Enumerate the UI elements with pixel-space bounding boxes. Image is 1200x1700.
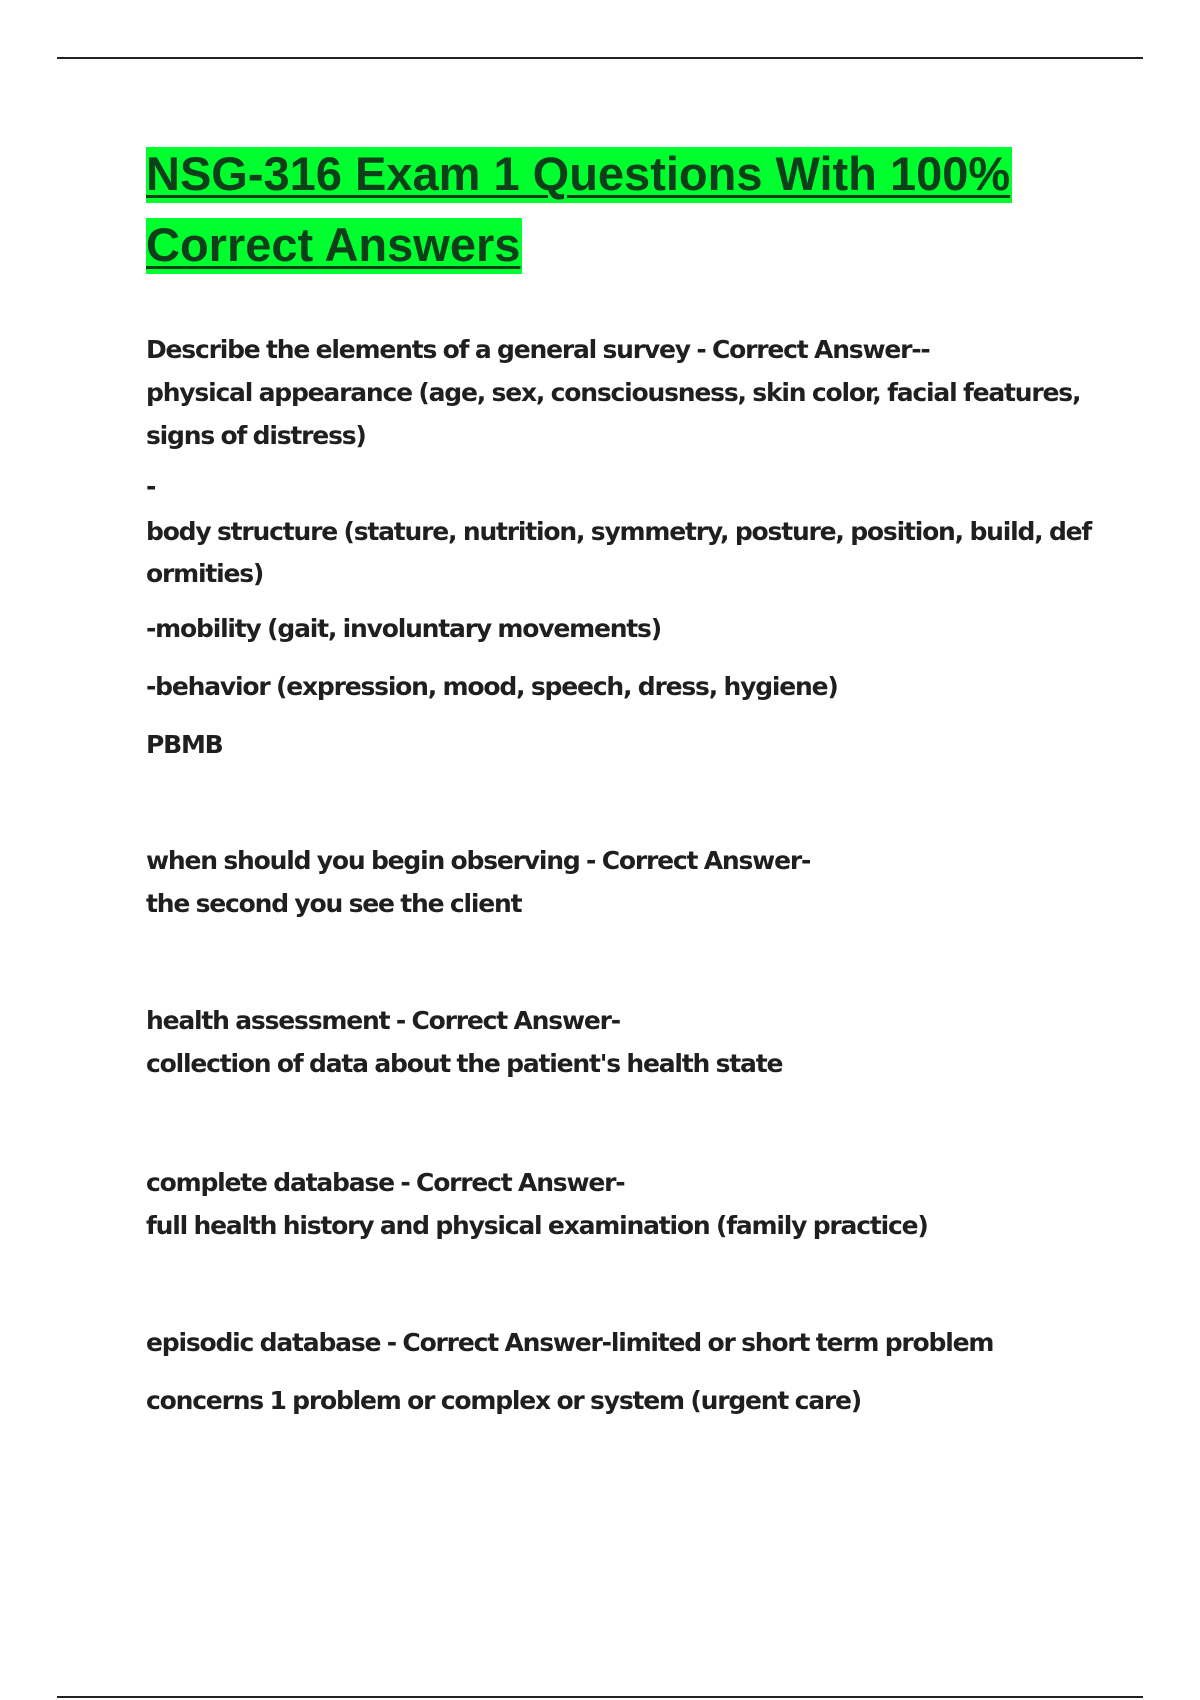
question-text: episodic database - Correct Answer-limited or short term problem bbox=[146, 1328, 994, 1357]
footer-rule bbox=[57, 1696, 1143, 1698]
qa-entry-health-assessment bbox=[146, 999, 1106, 1085]
answer-text: -behavior (expression, mood, speech, dress, hygiene) bbox=[146, 672, 838, 701]
qa-entry-general-survey bbox=[146, 328, 1106, 766]
answer-text: the second you see the client bbox=[146, 889, 522, 918]
answer-text: collection of data about the patient's health state bbox=[146, 1049, 783, 1078]
answer-text: physical appearance (age, sex, consciousness, skin color, facial features, bbox=[146, 378, 1081, 407]
question-text: complete database - Correct Answer- bbox=[146, 1168, 625, 1197]
answer-text: full health history and physical examination (family practice) bbox=[146, 1211, 928, 1240]
answer-text: signs of distress) bbox=[146, 421, 366, 450]
answer-text: PBMB bbox=[146, 730, 223, 759]
question-text: health assessment - Correct Answer- bbox=[146, 1006, 620, 1035]
qa-entry-episodic-database bbox=[146, 1321, 1106, 1422]
document-title bbox=[146, 142, 1106, 284]
qa-entry-begin-observing bbox=[146, 839, 1106, 925]
question-text: when should you begin observing - Correct Answer- bbox=[146, 846, 811, 875]
header-rule bbox=[57, 57, 1143, 59]
question-text: Describe the elements of a general survey - Correct Answer-- bbox=[146, 335, 930, 364]
document-body bbox=[146, 328, 1106, 1422]
answer-text: concerns 1 problem or complex or system (urgent care) bbox=[146, 1386, 862, 1415]
qa-entry-complete-database bbox=[146, 1161, 1106, 1247]
title-line-2: Correct Answers bbox=[146, 218, 522, 274]
answer-text: - bbox=[146, 472, 156, 501]
title-line-1: NSG-316 Exam 1 Questions With 100% bbox=[146, 147, 1012, 203]
answer-text: body structure (stature, nutrition, symmetry, posture, position, build, deformities) bbox=[146, 517, 1092, 588]
answer-text: -mobility (gait, involuntary movements) bbox=[146, 614, 661, 643]
